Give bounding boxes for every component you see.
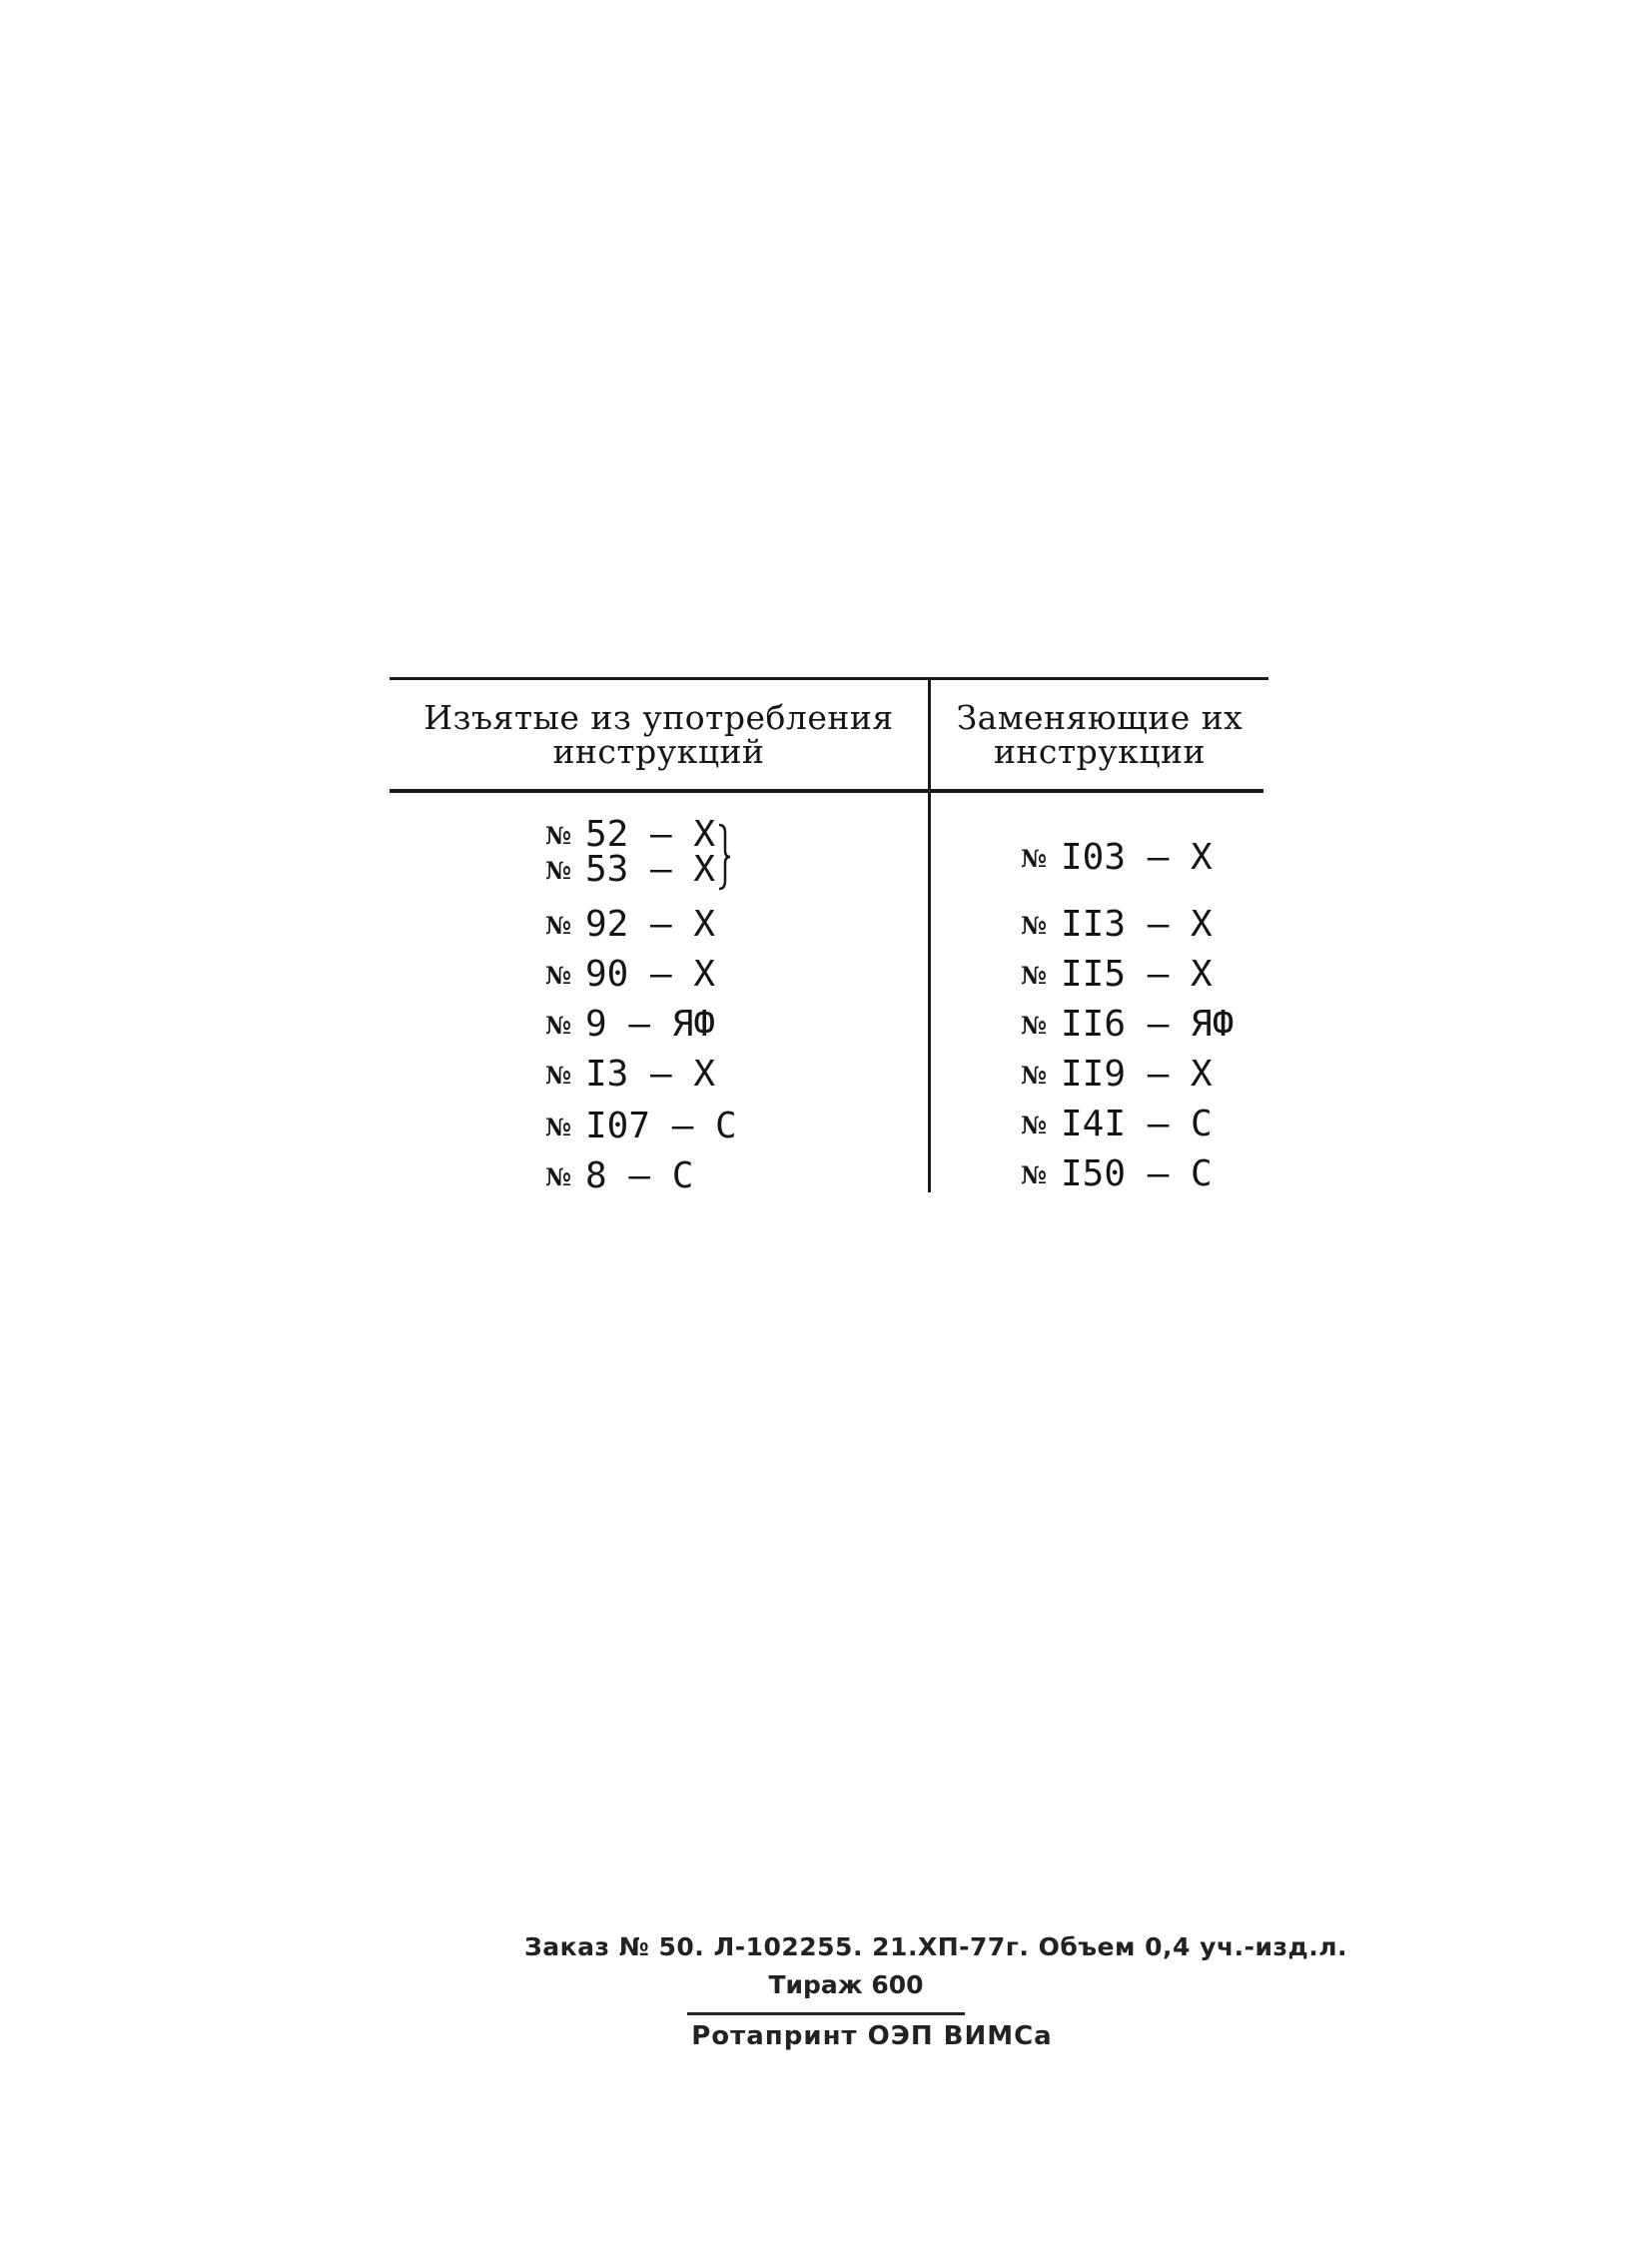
withdrawn-code: 92 – X [585,904,716,945]
number-sign: № [545,1011,572,1040]
imprint-order-line: Заказ № 50. Л-102255. 21.XП-77г. Объем 0,4 уч.-изд.л. [523,1932,1348,1961]
number-sign: № [1021,844,1048,873]
header-replacing [931,698,1268,771]
number-sign: № [545,1061,572,1090]
number-sign: № [1021,911,1048,940]
withdrawn-entry [545,1106,737,1146]
withdrawn-code: 9 – ЯФ [585,1004,716,1045]
withdrawn-entry [545,954,716,995]
header-withdrawn-line-1: Изъятые из употребления [423,698,894,737]
number-sign: № [1021,1111,1048,1139]
table-header-rule [390,789,1263,793]
withdrawn-code: I3 – X [585,1054,716,1095]
withdrawn-code: 53 – X [585,849,716,890]
withdrawn-entry [545,1155,694,1196]
replacing-code: I03 – X [1061,837,1213,878]
number-sign: № [545,1113,572,1141]
header-withdrawn-line-2: инструкций [552,732,765,771]
replacing-code: I4I – C [1061,1104,1213,1144]
table-top-rule [390,677,1268,680]
replacing-entry [1021,954,1213,995]
replacing-entry [1021,904,1213,945]
number-sign: № [545,961,572,990]
imprint-rule [687,2012,965,2015]
number-sign: № [1021,1160,1048,1189]
imprint-printer: Ротапринт ОЭП ВИМСа [691,2021,1053,2051]
header-replacing-line-1: Заменяющие их [956,698,1243,737]
withdrawn-code: 52 – X [585,814,716,855]
withdrawn-entry [545,849,716,890]
withdrawn-code: I07 – C [585,1106,737,1146]
withdrawn-entry [545,1054,716,1095]
number-sign: № [545,1162,572,1191]
replacing-entry [1021,1104,1213,1144]
replacing-entry [1021,1153,1213,1194]
replacing-entry [1021,837,1213,878]
number-sign: № [1021,1011,1048,1040]
withdrawn-entry [545,1004,716,1045]
number-sign: № [545,911,572,940]
replacing-entry [1021,1054,1213,1095]
number-sign: № [545,856,572,885]
number-sign: № [545,821,572,850]
header-replacing-line-2: инструкции [993,732,1207,771]
replacing-code: II9 – X [1061,1054,1213,1095]
number-sign: № [1021,1061,1048,1090]
instructions-table [390,677,1268,1196]
replacing-entry [1021,1004,1235,1045]
replacing-code: I50 – C [1061,1153,1213,1194]
withdrawn-code: 90 – X [585,954,716,995]
number-sign: № [1021,961,1048,990]
withdrawn-entry [545,904,716,945]
replacing-code: II3 – X [1061,904,1213,945]
grouping-brace [717,823,733,891]
withdrawn-code: 8 – C [585,1155,694,1196]
replacing-code: II6 – ЯФ [1061,1004,1235,1045]
imprint-print-run: Тираж 600 [768,1970,924,1999]
replacing-code: II5 – X [1061,954,1213,995]
header-withdrawn [390,698,928,771]
